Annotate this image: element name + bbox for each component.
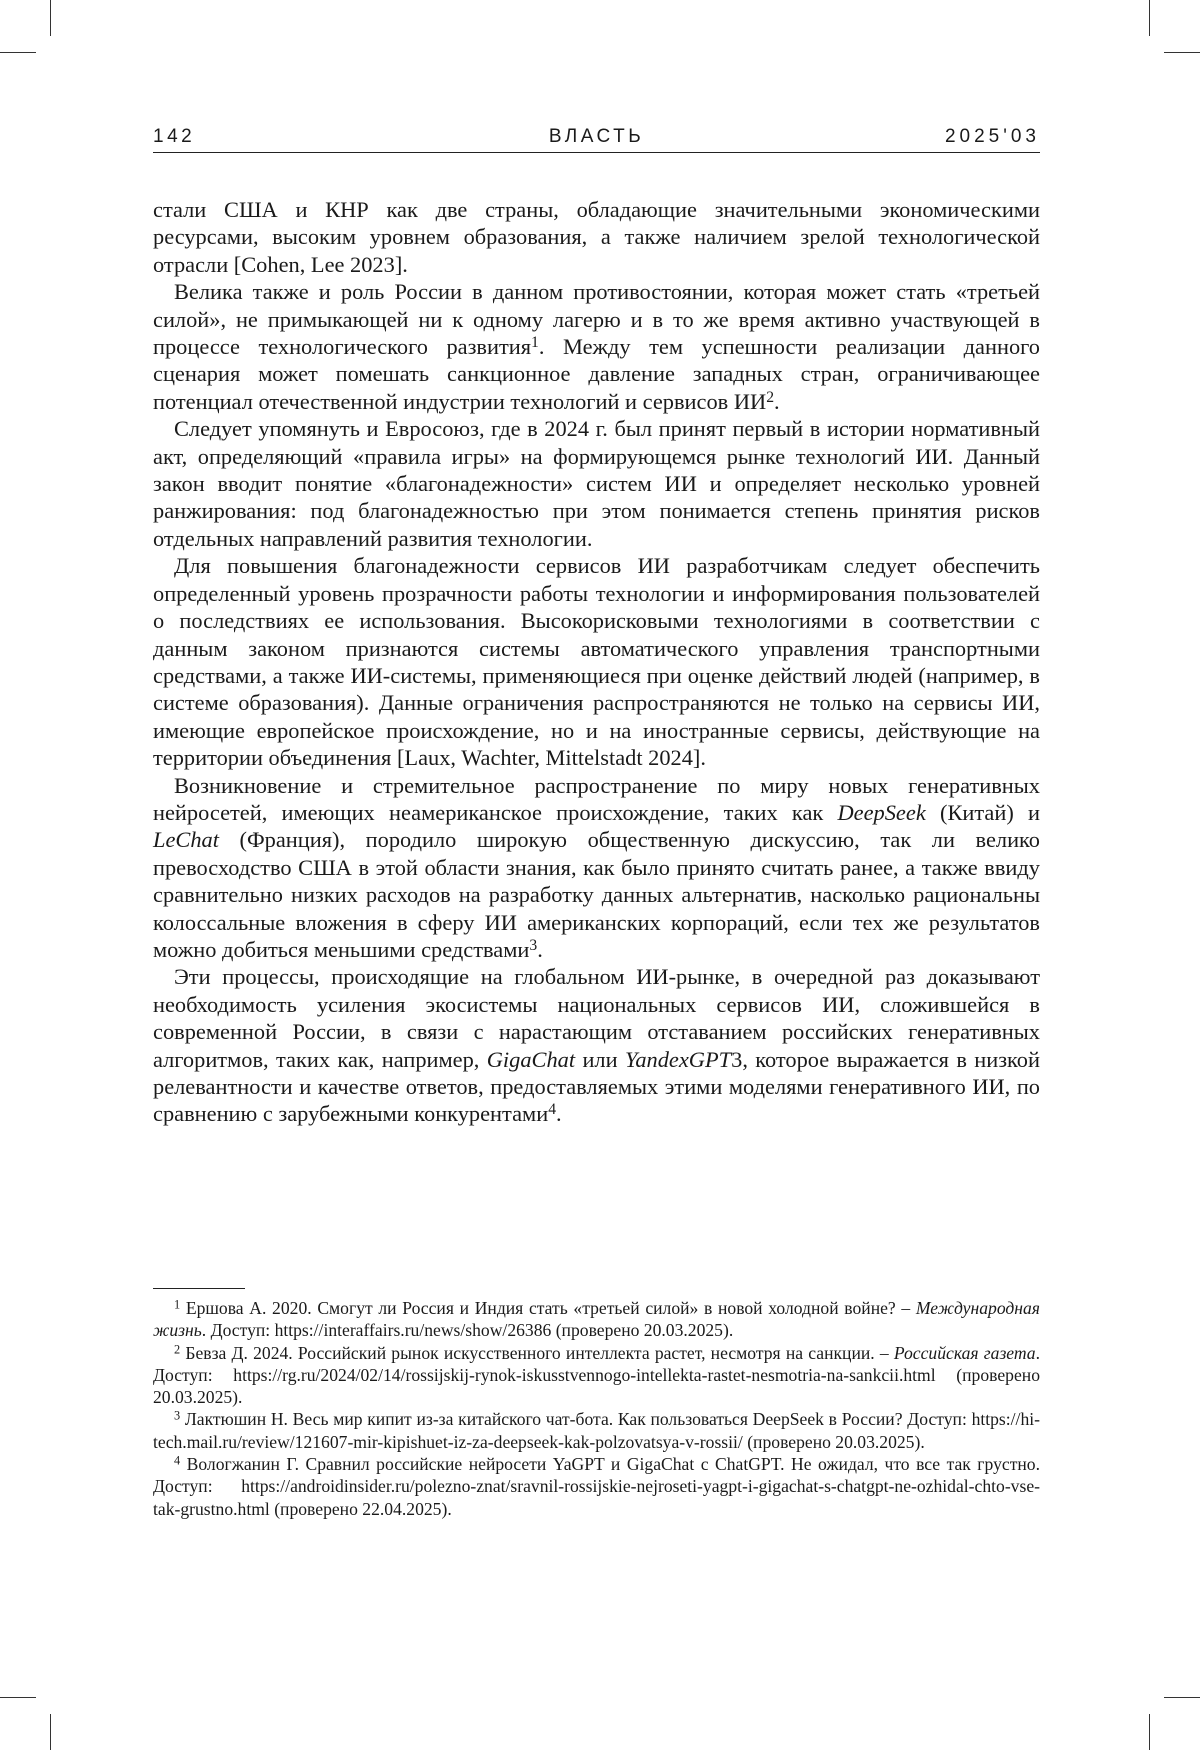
footnotes xyxy=(153,1297,1040,1520)
paragraph xyxy=(153,552,1040,771)
crop-mark xyxy=(50,0,51,36)
text-run: стали США и КНР как две страны, обладающие значительными экономическими ресурсами, высоким уровнем образования, а также наличием зрелой технологической отрасли [Cohen, Lee 2023]. xyxy=(153,197,1040,277)
text-run: Бевза Д. 2024. Российский рынок искусственного интеллекта растет, несмотря на санкции. – xyxy=(180,1343,894,1363)
footnote-marker: 3 xyxy=(174,1409,180,1423)
crop-mark xyxy=(1164,52,1200,53)
text-run: . Доступ: https://rg.ru/2024/02/14/rossijskij-rynok-iskusstvennogo-intellekta-rastet-nesmotria-na-sankcii.html (проверено 20.03.2025). xyxy=(153,1343,1040,1408)
crop-mark xyxy=(50,1714,51,1750)
footnote-marker: 1 xyxy=(531,334,539,351)
footnote xyxy=(153,1453,1040,1520)
article-body xyxy=(153,196,1040,1128)
text-run: . Доступ: https://interaffairs.ru/news/show/26386 (проверено 20.03.2025). xyxy=(202,1320,733,1340)
text-run: . xyxy=(556,1101,562,1126)
text-run: Лактюшин Н. Весь мир кипит из-за китайского чат-бота. Как пользоваться DeepSeek в России? Доступ: https://hi-tech.mail.ru/review/121607-mir-kipishuet-iz-za-deepseek-kak-polzovatsya-v-rossii/ (проверено 20.03.2025). xyxy=(153,1409,1040,1451)
paragraph xyxy=(153,415,1040,552)
text-run: . xyxy=(774,389,780,414)
footnote-marker: 4 xyxy=(548,1101,556,1118)
text-run: (Китай) и xyxy=(926,800,1040,825)
journal-title: ВЛАСТЬ xyxy=(153,126,1040,148)
italic-term: DeepSeek xyxy=(838,800,926,825)
footnote-divider xyxy=(153,1288,245,1289)
footnote-marker: 4 xyxy=(174,1454,180,1468)
italic-term: Российская газета xyxy=(894,1343,1036,1363)
text-run: . xyxy=(537,937,543,962)
page-number: 142 xyxy=(153,126,195,148)
italic-term: GigaChat xyxy=(487,1047,575,1072)
paragraph xyxy=(153,278,1040,415)
footnote-marker: 1 xyxy=(174,1297,180,1311)
paragraph xyxy=(153,196,1040,278)
text-run: или xyxy=(575,1047,625,1072)
crop-mark xyxy=(1149,1714,1150,1750)
text-run: Вологжанин Г. Сравнил российские нейросети YaGPT и GigaChat с ChatGPT. Не ожидал, что все так грустно. Доступ: https://androidinsider.ru/polezno-znat/sravnil-rossijskie-nejroseti-yagpt-i-gigachat-s-chatgpt-ne-ozhidal-chto-vse-tak-grustno.html (проверено 22.04.2025). xyxy=(153,1454,1040,1519)
crop-mark xyxy=(0,52,36,53)
paragraph xyxy=(153,772,1040,964)
text-run: Для повышения благонадежности сервисов ИИ разработчикам следует обеспечить определенный уровень прозрачности работы технологии и информирования пользователей о последствиях ее использования. Высокорисковыми технологиями в соответствии с данным законом признаются системы автоматического управления транспортными средствами, а также ИИ-системы, применяющиеся при оценке действий людей (например, в системе образования). Данные ограничения распространяются не только на сервисы ИИ, имеющие европейское происхождение, но и на иностранные сервисы, действующие на территории объединения [Laux, Wachter, Mittelstadt 2024]. xyxy=(153,553,1040,770)
text-run: Велика также и роль России в данном противостоянии, которая может стать «третьей силой», не примыкающей ни к одному лагерю и в то же время активно участвующей в процессе технологического развития xyxy=(153,279,1040,359)
crop-mark xyxy=(0,1697,36,1698)
footnote xyxy=(153,1342,1040,1409)
text-run: Эти процессы, происходящие на глобальном ИИ-рынке, в очередной раз доказывают необходимость усиления экосистемы национальных сервисов ИИ, сложившейся в современной России, в связи с нарастающим отставанием российских генеративных алгоритмов, таких как, например, xyxy=(153,964,1040,1071)
italic-term: YandexGPT xyxy=(625,1047,731,1072)
text-run: Возникновение и стремительное распространение по миру новых генеративных нейросетей, имеющих неамериканское происхождение, таких как xyxy=(153,773,1040,825)
issue-number: 2025'03 xyxy=(945,126,1040,148)
crop-mark xyxy=(1149,0,1150,36)
text-run: 3, которое выражается в низкой релевантности и качестве ответов, предоставляемых этими моделями генеративного ИИ, по сравнению с зарубежными конкурентами xyxy=(153,1047,1040,1127)
paragraph xyxy=(153,963,1040,1127)
crop-mark xyxy=(1164,1697,1200,1698)
italic-term: Международная жизнь xyxy=(153,1298,1040,1340)
italic-term: LeChat xyxy=(153,827,219,852)
text-run: (Франция), породило широкую общественную дискуссию, так ли велико превосходство США в этой области знания, как было принято считать ранее, а также ввиду сравнительно низких расходов на разработку данных альтернатив, насколько рациональны колоссальные вложения в сферу ИИ американских корпораций, если тех же результатов можно добиться меньшими средствами xyxy=(153,827,1040,962)
footnote xyxy=(153,1408,1040,1453)
text-run: Следует упомянуть и Евросоюз, где в 2024 г. был принят первый в истории нормативный акт, определяющий «правила игры» на формирующемся рынке технологий ИИ. Данный закон вводит понятие «благонадежности» систем ИИ и определяет несколько уровней ранжирования: под благонадежностью при этом понимается степень принятия рисков отдельных направлений развития технологии. xyxy=(153,416,1040,551)
footnote-marker: 2 xyxy=(766,389,774,406)
footnote-marker: 3 xyxy=(529,937,537,954)
text-run: Ершова А. 2020. Смогут ли Россия и Индия стать «третьей силой» в новой холодной войне? – xyxy=(180,1298,916,1318)
running-header xyxy=(153,124,1040,153)
footnote-marker: 2 xyxy=(174,1342,180,1356)
text-run: . Между тем успешности реализации данного сценария может помешать санкционное давление западных стран, ограничивающее потенциал отечественной индустрии технологий и сервисов ИИ xyxy=(153,334,1040,414)
footnote xyxy=(153,1297,1040,1342)
